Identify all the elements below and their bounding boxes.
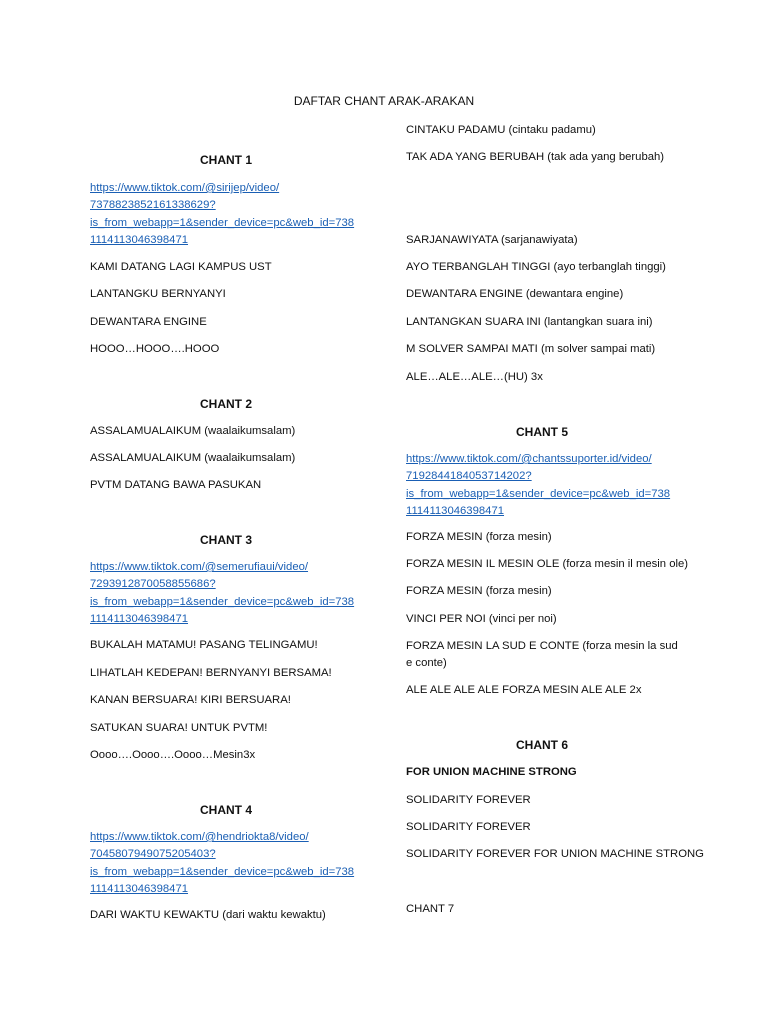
chant-2-heading: CHANT 2 bbox=[199, 397, 252, 411]
chant-1-heading: CHANT 1 bbox=[199, 153, 252, 167]
chant-5-line: FORZA MESIN (forza mesin) bbox=[406, 531, 552, 543]
chant-6-line: SOLIDARITY FOREVER bbox=[406, 794, 531, 806]
chant-1-line: KAMI DATANG LAGI KAMPUS UST bbox=[90, 261, 272, 273]
chant-5-line: ALE ALE ALE ALE FORZA MESIN ALE ALE 2x bbox=[406, 684, 642, 696]
chant-3-link[interactable]: https://www.tiktok.com/@semerufiaui/video/ 7293912870058855686? is_from_webapp=1&sender_device=pc&web_id=738 1114113046398471 bbox=[90, 561, 355, 625]
chant-1-line: HOOO…HOOO….HOOO bbox=[90, 343, 220, 355]
chant-3-heading: CHANT 3 bbox=[199, 533, 252, 547]
chant-4-line: LANTANGKAN SUARA INI (lantangkan suara ini) bbox=[406, 316, 653, 328]
chant-2-line: PVTM DATANG BAWA PASUKAN bbox=[90, 479, 262, 491]
chant-5-heading: CHANT 5 bbox=[515, 425, 568, 439]
chant-5-link[interactable]: https://www.tiktok.com/@chantssuporter.id/video/ 7192844184053714202? is_from_webapp=1&sender_device=pc&web_id=738 1114113046398471 bbox=[406, 453, 671, 517]
chant-3-line: KANAN BERSUARA! KIRI BERSUARA! bbox=[90, 694, 291, 706]
chant-3-line: BUKALAH MATAMU! PASANG TELINGAMU! bbox=[90, 639, 318, 651]
chant-5-line: FORZA MESIN LA SUD E CONTE (forza mesin la sud e conte) bbox=[406, 640, 678, 669]
chant-1-line: LANTANGKU BERNYANYI bbox=[90, 288, 226, 300]
chant-2-line: ASSALAMUALAIKUM (waalaikumsalam) bbox=[90, 425, 296, 437]
chant-4-line: SARJANAWIYATA (sarjanawiyata) bbox=[406, 234, 578, 246]
chant-3-line: LIHATLAH KEDEPAN! BERNYANYI BERSAMA! bbox=[90, 667, 332, 679]
chant-4-line: M SOLVER SAMPAI MATI (m solver sampai mati) bbox=[406, 343, 656, 355]
chant-4-line: CINTAKU PADAMU (cintaku padamu) bbox=[406, 124, 596, 136]
chant-4-link[interactable]: https://www.tiktok.com/@hendriokta8/video/ 7045807949075205403? is_from_webapp=1&sender_device=pc&web_id=738 1114113046398471 bbox=[90, 831, 355, 895]
chant-6-line: SOLIDARITY FOREVER bbox=[406, 821, 531, 833]
chant-5-line: FORZA MESIN IL MESIN OLE (forza mesin il mesin ole) bbox=[406, 558, 689, 570]
chant-6-subheading: FOR UNION MACHINE STRONG bbox=[406, 766, 577, 778]
chant-2-line: ASSALAMUALAIKUM (waalaikumsalam) bbox=[90, 452, 296, 464]
chant-5-line: FORZA MESIN (forza mesin) bbox=[406, 585, 552, 597]
chant-6-line: SOLIDARITY FOREVER FOR UNION MACHINE STRONG bbox=[406, 848, 704, 860]
chant-1-link[interactable]: https://www.tiktok.com/@sirijep/video/ 7378823852161338629? is_from_webapp=1&sender_device=pc&web_id=738 1114113046398471 bbox=[90, 182, 355, 246]
chant-1-line: DEWANTARA ENGINE bbox=[90, 316, 207, 328]
chant-7-heading: CHANT 7 bbox=[406, 903, 455, 915]
chant-6-heading: CHANT 6 bbox=[515, 738, 568, 752]
chant-4-line: AYO TERBANGLAH TINGGI (ayo terbanglah tinggi) bbox=[406, 261, 666, 273]
chant-4-heading: CHANT 4 bbox=[199, 803, 252, 817]
chant-4-line: ALE…ALE…ALE…(HU) 3x bbox=[406, 371, 543, 383]
page-title: DAFTAR CHANT ARAK-ARAKAN bbox=[293, 94, 475, 108]
chant-4-line: TAK ADA YANG BERUBAH (tak ada yang berubah) bbox=[406, 151, 665, 163]
chant-3-line: SATUKAN SUARA! UNTUK PVTM! bbox=[90, 722, 268, 734]
chant-3-line: Oooo….Oooo….Oooo…Mesin3x bbox=[90, 749, 256, 761]
chant-4-line: DARI WAKTU KEWAKTU (dari waktu kewaktu) bbox=[90, 909, 326, 921]
chant-4-line: DEWANTARA ENGINE (dewantara engine) bbox=[406, 288, 624, 300]
chant-5-line: VINCI PER NOI (vinci per noi) bbox=[406, 613, 557, 625]
